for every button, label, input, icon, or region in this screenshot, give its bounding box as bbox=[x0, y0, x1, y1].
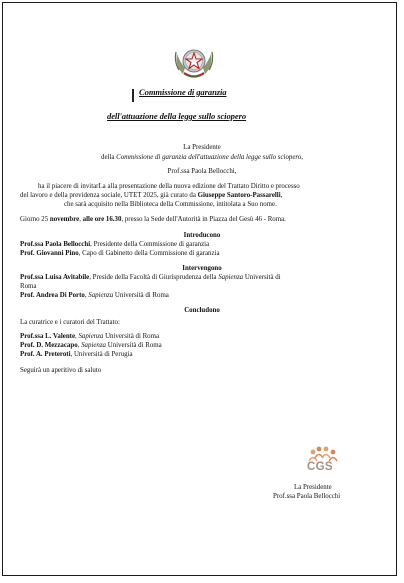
org-name-line1: Commissione di garanzia bbox=[139, 87, 227, 97]
speaker-bellocchi: Prof.ssa Paola Bellocchi, Presidente della Commissione di garanzia bbox=[20, 241, 210, 248]
introducono-heading: Introducono bbox=[183, 232, 221, 239]
republic-emblem-icon bbox=[171, 40, 217, 86]
org-name-line2: dell'attuazione della legge sullo sciopero bbox=[107, 111, 247, 121]
speaker-di-porto: Prof. Andrea Di Porto, Sapienza Università di Roma bbox=[20, 292, 169, 299]
speaker-avitabile-cont: Roma bbox=[20, 283, 37, 290]
curator-mezzacapo: Prof. D. Mezzacapo, Sapienza Università di Roma bbox=[20, 342, 162, 349]
invite-title: La Presidente bbox=[183, 144, 221, 151]
commission-line: della Commissione di garanzia dell'attuazione della legge sullo sciopero, bbox=[101, 154, 303, 161]
curator-preteroti: Prof. A. Preteroti, Università di Perugia bbox=[20, 351, 133, 358]
signature-title: La Presidente bbox=[294, 484, 332, 491]
body-line-2: del lavoro e della previdenza sociale, UTET 2025, già curato da Giuseppe Santoro-Passarelli, bbox=[20, 192, 283, 199]
concludono-heading: Concludono bbox=[184, 307, 220, 314]
cursor-mark bbox=[132, 89, 134, 102]
speaker-pino: Prof. Giovanni Pino, Capo di Gabinetto della Commissione di garanzia bbox=[20, 250, 220, 257]
cgs-logo-text: CGS bbox=[307, 461, 333, 473]
speaker-avitabile: Prof.ssa Luisa Avitabile, Preside della Facoltà di Giurisprudenza della Sapienza Università di bbox=[20, 274, 281, 281]
event-date: Giorno 25 novembre, alle ore 16.30, presso la Sede dell'Autorità in Piazza del Gesù 46 - Roma. bbox=[20, 216, 286, 223]
signature-name: Prof.ssa Paola Bellocchi bbox=[273, 493, 341, 500]
aperitivo-note: Seguirà un aperitivo di saluto bbox=[20, 367, 102, 374]
curators-intro: La curatrice e i curatori del Trattato: bbox=[20, 319, 120, 326]
body-line-1: ha il piacere di invitarLa alla presentazione della nuova edizione del Trattato Diritto e processo bbox=[38, 183, 300, 190]
intervengono-heading: Intervengono bbox=[182, 265, 222, 272]
body-line-3: che sarà acquisito nella Biblioteca della Commissione, intitolata a Suo nome. bbox=[64, 201, 277, 208]
curator-valente: Prof.ssa L. Valente, Sapienza Università di Roma bbox=[20, 333, 160, 340]
president-name: Prof.ssa Paola Bellocchi, bbox=[167, 168, 237, 175]
